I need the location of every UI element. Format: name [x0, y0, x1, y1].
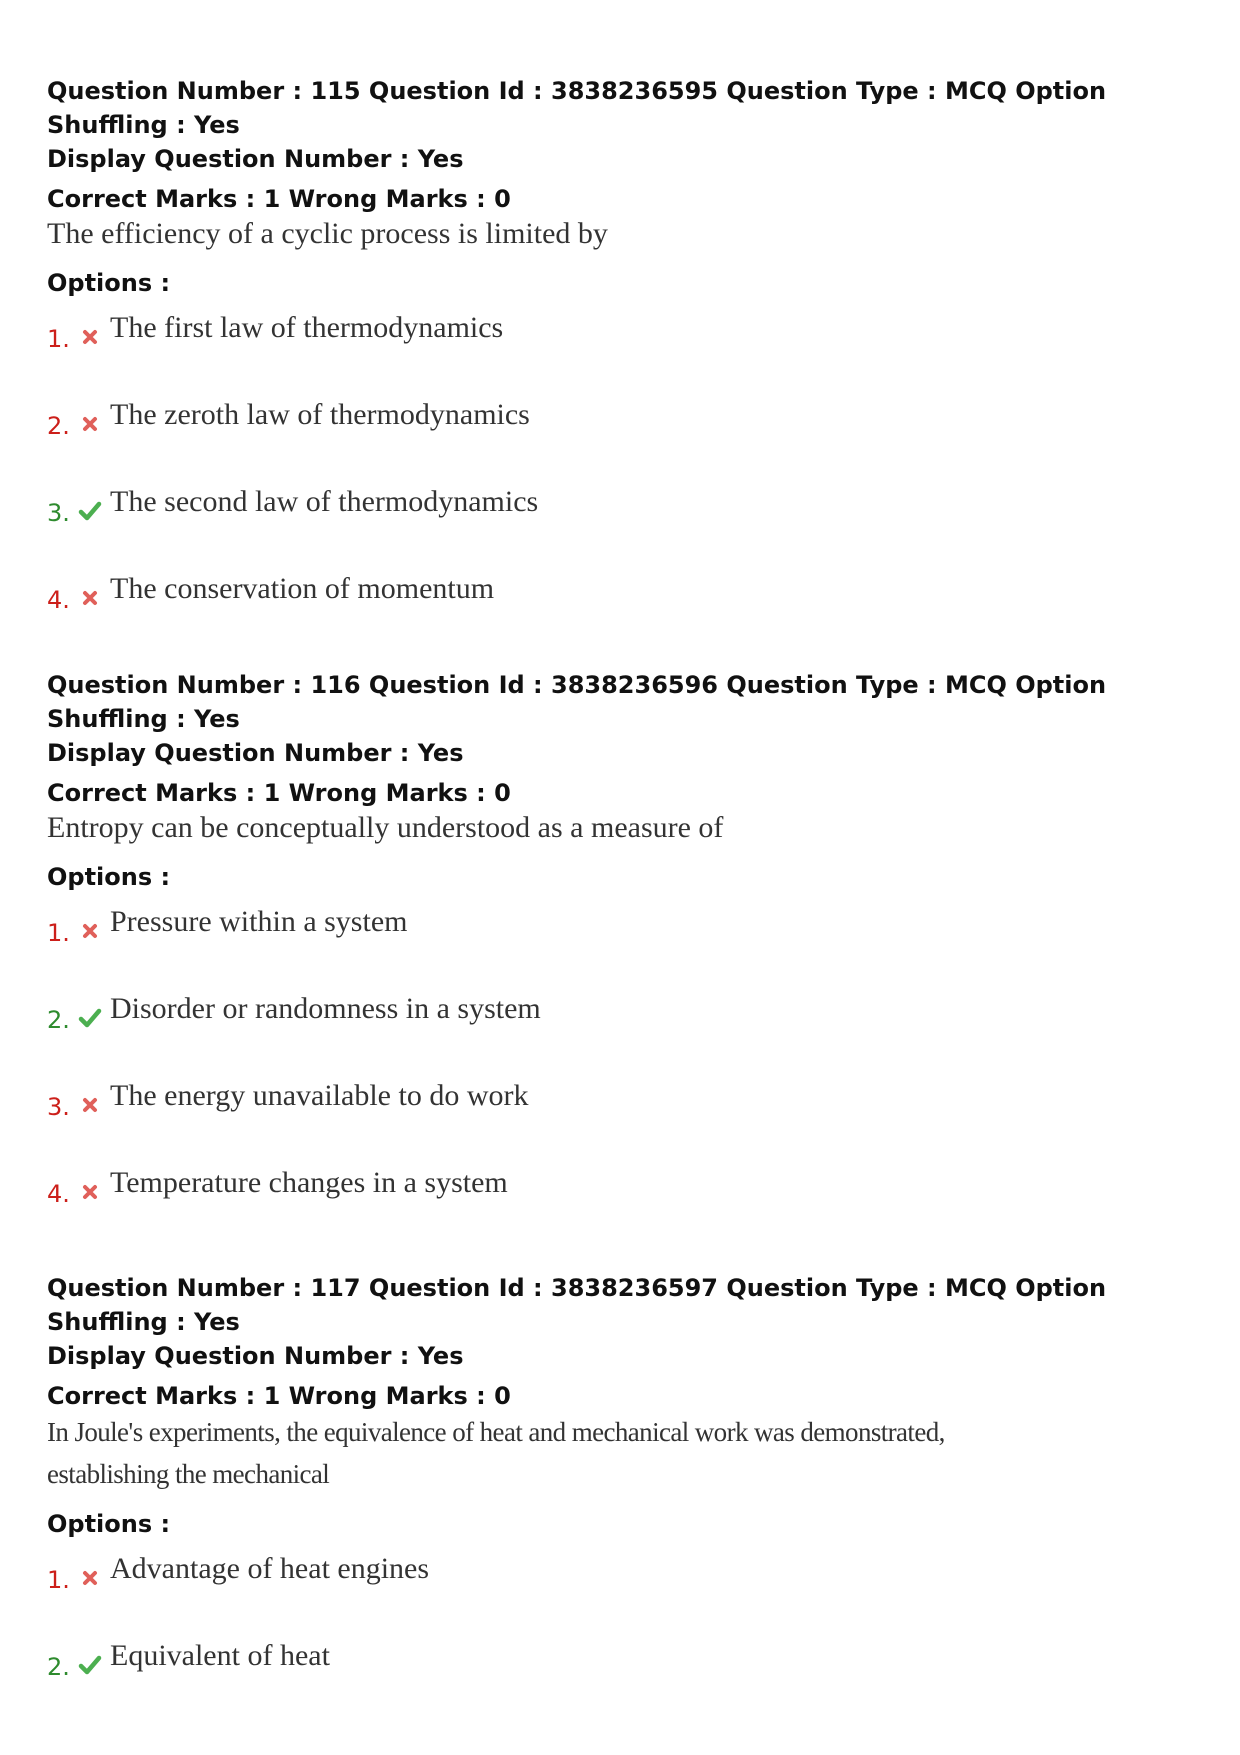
check-icon — [77, 1003, 103, 1033]
option-text: The first law of thermodynamics — [110, 311, 504, 344]
marks-info: Correct Marks : 1 Wrong Marks : 0 — [47, 779, 511, 807]
option-text: The zeroth law of thermodynamics — [110, 398, 530, 431]
option-item — [47, 398, 1197, 488]
options-list — [47, 1552, 1197, 1729]
cross-icon — [77, 1090, 103, 1120]
display-question-number: Display Question Number : Yes — [47, 1342, 464, 1370]
question-block — [47, 74, 1197, 662]
question-stem: The efficiency of a cyclic process is limited by — [47, 217, 608, 250]
options-label: Options : — [47, 269, 171, 297]
option-item — [47, 1079, 1197, 1169]
option-number: 2. — [47, 1653, 70, 1681]
options-list — [47, 311, 1197, 662]
question-stem-line: establishing the mechanical — [47, 1459, 330, 1489]
question-paper-page — [47, 0, 1197, 1755]
cross-icon — [77, 409, 103, 439]
option-text: The energy unavailable to do work — [110, 1079, 529, 1112]
cross-icon — [77, 583, 103, 613]
option-item — [47, 1639, 1197, 1729]
option-number: 1. — [47, 325, 70, 353]
option-item — [47, 485, 1197, 575]
question-header: Question Number : 116 Question Id : 3838236596 Question Type : MCQ Option Shuffling : Yes — [47, 671, 1107, 733]
option-item — [47, 1552, 1197, 1642]
check-icon — [77, 496, 103, 526]
option-item — [47, 311, 1197, 401]
option-number: 2. — [47, 1006, 70, 1034]
cross-icon — [77, 322, 103, 352]
option-number: 4. — [47, 1180, 70, 1208]
option-number: 2. — [47, 412, 70, 440]
option-number: 4. — [47, 586, 70, 614]
cross-icon — [77, 1563, 103, 1593]
question-header: Question Number : 117 Question Id : 3838236597 Question Type : MCQ Option Shuffling : Yes — [47, 1274, 1107, 1336]
display-question-number: Display Question Number : Yes — [47, 145, 464, 173]
question-stem-line: In Joule's experiments, the equivalence of heat and mechanical work was demonstrated, — [47, 1417, 945, 1447]
option-text: Advantage of heat engines — [110, 1552, 430, 1585]
options-label: Options : — [47, 863, 171, 891]
check-icon — [77, 1650, 103, 1680]
options-label: Options : — [47, 1510, 171, 1538]
cross-icon — [77, 916, 103, 946]
display-question-number: Display Question Number : Yes — [47, 739, 464, 767]
question-stem: Entropy can be conceptually understood as a measure of — [47, 811, 724, 844]
option-text: The conservation of momentum — [110, 572, 495, 605]
question-block — [47, 668, 1197, 1256]
option-item — [47, 1166, 1197, 1256]
option-number: 1. — [47, 1566, 70, 1594]
option-item — [47, 572, 1197, 662]
option-text: Pressure within a system — [110, 905, 408, 938]
option-number: 1. — [47, 919, 70, 947]
question-header: Question Number : 115 Question Id : 3838236595 Question Type : MCQ Option Shuffling : Yes — [47, 77, 1107, 139]
cross-icon — [77, 1177, 103, 1207]
options-list — [47, 905, 1197, 1256]
option-text: Equivalent of heat — [110, 1639, 330, 1672]
option-text: Disorder or randomness in a system — [110, 992, 541, 1025]
option-item — [47, 992, 1197, 1082]
option-number: 3. — [47, 1093, 70, 1121]
option-text: The second law of thermodynamics — [110, 485, 539, 518]
marks-info: Correct Marks : 1 Wrong Marks : 0 — [47, 185, 511, 213]
option-number: 3. — [47, 499, 70, 527]
option-item — [47, 905, 1197, 995]
option-text: Temperature changes in a system — [110, 1166, 508, 1199]
question-block — [47, 1271, 1197, 1729]
marks-info: Correct Marks : 1 Wrong Marks : 0 — [47, 1382, 511, 1410]
